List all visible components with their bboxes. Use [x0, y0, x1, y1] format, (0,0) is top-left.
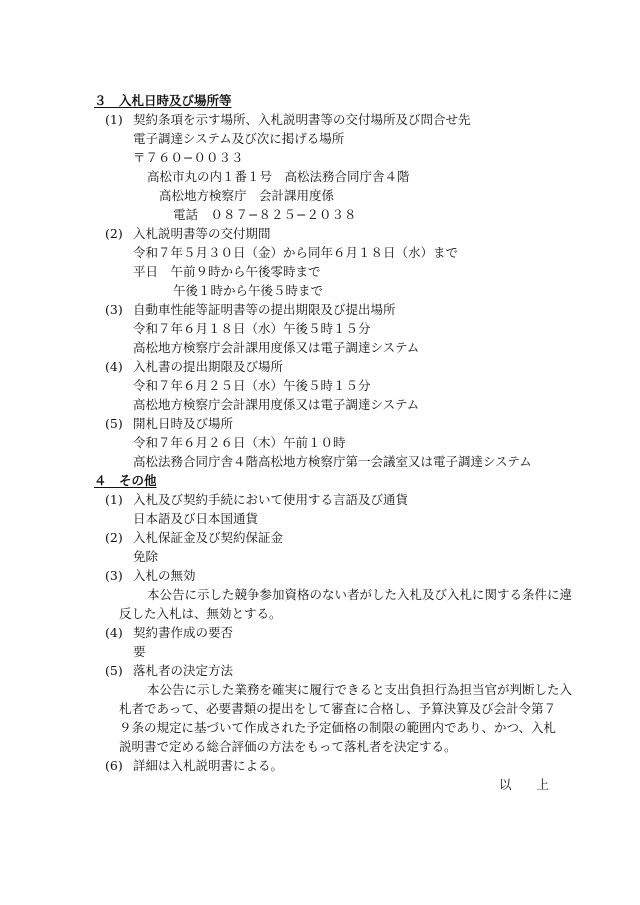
item-title: 入札説明書等の交付期間: [133, 226, 271, 241]
item-number: (5): [105, 416, 123, 431]
item-number: (2): [105, 530, 123, 545]
item-line: 令和７年５月３０日（金）から同年６月１８日（水）まで: [133, 245, 459, 260]
item-number: (1): [105, 492, 123, 507]
item-line: 令和７年６月２６日（木）午前１０時: [133, 435, 346, 450]
item-title: 契約書作成の要否: [133, 625, 234, 640]
item-number: (1): [105, 112, 123, 127]
item-title: 開札日時及び場所: [133, 416, 234, 431]
office-name: 高松地方検察庁 会計課用度係: [159, 188, 335, 203]
item-number: (4): [105, 359, 123, 374]
paragraph-line: ９条の規定に基づいて作成された予定価格の制限の範囲内であり、かつ、入札: [119, 720, 557, 735]
item-line: 午後１時から午後５時まで: [173, 283, 324, 298]
item-line: 高松地方検察庁会計課用度係又は電子調達システム: [133, 397, 420, 412]
item-line: 平日 午前９時から午後零時まで: [133, 264, 321, 279]
item-line: 電子調達システム及び次に掲げる場所: [133, 131, 345, 146]
section-4-heading: ４ その他: [94, 473, 157, 488]
item-line: 日本語及び日本国通貨: [133, 511, 259, 526]
paragraph-line: 札者であって、必要書類の提出をして審査に合格し、予算決算及び会計令第７: [119, 701, 557, 716]
section-3-heading: ３ 入札日時及び場所等: [94, 93, 232, 108]
item-line: 高松地方検察庁会計課用度係又は電子調達システム: [133, 340, 420, 355]
paragraph-line: 本公告に示した競争参加資格のない者がした入札及び入札に関する条件に違: [147, 587, 573, 602]
closing-text: 以 上: [499, 777, 550, 792]
item-title: 自動車性能等証明書等の提出期限及び提出場所: [133, 302, 396, 317]
paragraph-line: 反した入札は、無効とする。: [119, 606, 282, 621]
item-line: 免除: [133, 549, 159, 564]
item-line: 令和７年６月１８日（水）午後５時１５分: [133, 321, 371, 336]
item-number: (4): [105, 625, 123, 640]
item-number: (3): [105, 568, 123, 583]
postal-code: 〒７６０−００３３: [133, 150, 244, 165]
item-number: (6): [105, 758, 123, 773]
paragraph-line: 説明書で定める総合評価の方法をもって落札者を決定する。: [119, 739, 457, 754]
item-title: 入札及び契約手続において使用する言語及び通貨: [133, 492, 409, 507]
item-line: 高松法務合同庁舎４階高松地方検察庁第一会議室又は電子調達システム: [133, 454, 532, 469]
item-title: 詳細は入札説明書による。: [133, 758, 284, 773]
item-title: 入札の無効: [133, 568, 196, 583]
item-title: 契約条項を示す場所、入札説明書等の交付場所及び問合せ先: [133, 112, 471, 127]
address: 高松市丸の内１番１号 高松法務合同庁舎４階: [147, 169, 410, 184]
item-title: 入札保証金及び契約保証金: [133, 530, 284, 545]
item-number: (5): [105, 663, 123, 678]
item-title: 入札書の提出期限及び場所: [133, 359, 284, 374]
paragraph-line: 本公告に示した業務を確実に履行できると支出負担行為担当官が判断した入: [147, 682, 573, 697]
phone-number: 電話 ０８７−８２５−２０３８: [173, 207, 357, 222]
item-number: (2): [105, 226, 123, 241]
item-line: 要: [133, 644, 146, 659]
item-title: 落札者の決定方法: [133, 663, 234, 678]
item-number: (3): [105, 302, 123, 317]
item-line: 令和７年６月２５日（水）午後５時１５分: [133, 378, 371, 393]
